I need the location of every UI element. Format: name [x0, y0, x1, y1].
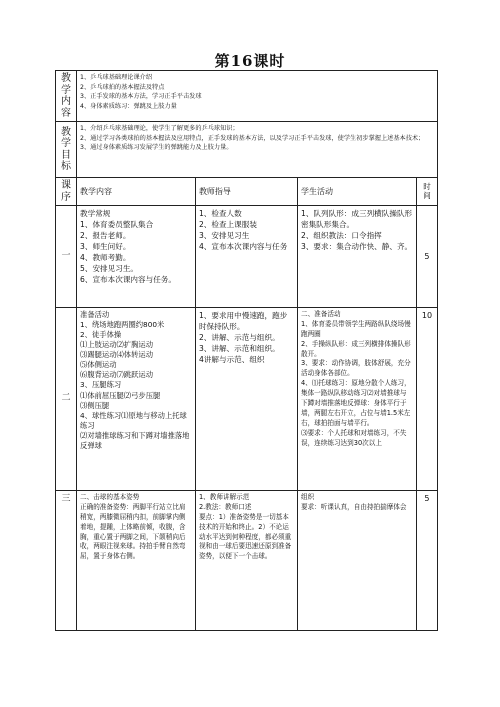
student-line: 1、队列队形：成三列横队操队形密集队形集合。: [301, 209, 413, 229]
content-line: ⑶侧压腿: [80, 400, 110, 410]
content-line: ⑴上肢运动⑵扩胸运动: [80, 340, 153, 350]
content-item: 2、乒乓球拍的基本握法及特点: [80, 83, 165, 91]
section-number: 三: [56, 491, 77, 631]
goal-label: 教学目标: [56, 122, 77, 178]
student-line: 2、手操纵队形：成三列横排体操队形散开。: [301, 339, 411, 358]
header-teacher: 教师指导: [195, 178, 297, 206]
goal-summary: [77, 122, 438, 178]
row-time: 5: [416, 206, 437, 308]
content-line: 正确的准备姿势：两脚平行站立比肩稍宽，两膝微屈稍内扣，前脚掌内侧着地，提踵，上体略前倾，收腹，含胸，重心置于两脚之间，下颌稍向后收，两眼注视来球。持拍手臂自然弯屈，置于身体右侧。: [80, 502, 186, 561]
section-number: 一: [56, 206, 77, 308]
content-line: 1、绕场地跑两圈约800米: [80, 320, 165, 330]
row-content: [77, 491, 196, 631]
content-line: 1、体育委员整队集合: [80, 220, 154, 229]
student-line: 3、要求：动作协调，肢体舒展，充分活动身体各部位。: [301, 359, 411, 378]
content-summary: [77, 71, 438, 122]
teacher-line: 1、教师讲解示范: [198, 493, 250, 501]
teacher-line: 要点：1）准备姿势是一切基本技术的开始和终止。2）不论运动水平达到何种程度，都必须重视和由一球后要迅速还原到准备姿势，以便下一个击球。: [198, 512, 292, 561]
row-student: [298, 206, 417, 308]
row-content: [77, 206, 196, 308]
goal-item: 1、介绍乒乓球基础理论，使学生了解更多的乒乓球知识；: [80, 125, 239, 132]
content-line: 准备活动: [80, 310, 110, 319]
row-teacher: [195, 206, 297, 308]
content-line: 二、击球的基本姿势: [80, 493, 140, 501]
table-header-row: [56, 178, 438, 206]
header-content: 教学内容: [77, 178, 196, 206]
header-time: 时间: [416, 178, 437, 206]
teacher-line: 2.教法：教师口述: [198, 502, 252, 511]
content-item: 4、身体素质练习：弹跳及上肢力量: [80, 102, 177, 110]
content-line: ⑵对墙推球练习和下蹲对墙推落地反弹球: [80, 430, 190, 450]
table-row: [56, 206, 438, 308]
content-line: 2、报告老师。: [80, 231, 131, 240]
goal-item: 2、通过学习各类球拍的基本握法及应用特点，正手发球的基本方法，以及学习正手平击发球，使学生初步掌握上述基本技术；: [80, 134, 425, 142]
content-line: ⑹腹背运动⑺跳跃运动: [80, 370, 153, 380]
teacher-line: 1、检查人数: [198, 209, 242, 218]
student-line: 2、组织教法：口令指挥: [301, 231, 382, 240]
content-label: 教学内容: [56, 71, 77, 122]
row-student: [298, 491, 417, 631]
row-time: 10: [416, 308, 437, 491]
content-line: 5、安排见习生。: [80, 264, 139, 273]
lesson-plan-table: [55, 70, 438, 631]
row-student: [298, 308, 417, 491]
content-line: 3、压腿练习: [80, 380, 122, 390]
student-line: ⑶要求：个人托球和对墙练习，不失误，连续练习达到30次以上: [301, 428, 407, 447]
content-line: 2、徒手体操: [80, 330, 122, 340]
table-row: [56, 491, 438, 631]
teacher-line: 1、要求用中慢速跑，跑步时保持队形。: [198, 311, 288, 331]
content-line: ⑶踢腿运动⑷体转运动: [80, 350, 153, 360]
row-time: 5: [416, 491, 437, 631]
table-row: [56, 308, 438, 491]
student-line: 二、准备活动: [301, 310, 341, 318]
content-item: 1、乒乓球基础理论课介绍: [80, 74, 153, 81]
teacher-line: 4、宣布本次课内容与任务: [198, 242, 288, 251]
student-line: 4、⑴托球练习：原地分散个人练习，集体一路纵队移动练习⑵对墙推球与下蹲对墙推落地反弹球：身体平行于墙，两腿左右开立，占位与墙1.5米左右，球拍拍面与墙平行。: [301, 379, 411, 427]
student-line: 组织: [301, 493, 315, 501]
teacher-line: 2、讲解、示范与组织。: [198, 333, 280, 342]
content-item: 3、正手发球的基本方法，学习正手平击发球: [80, 93, 202, 101]
header-student: 学生活动: [298, 178, 417, 206]
content-line: ⑴体前屈压腿⑵弓步压腿: [80, 390, 161, 400]
teacher-line: 2、检查上课服装: [198, 220, 257, 229]
page-title: 第16课时: [214, 52, 286, 70]
section-number: 二: [56, 308, 77, 491]
content-line: 教学常规: [80, 209, 111, 218]
header-order: 课序: [56, 178, 77, 206]
content-line: 4、教师考勤。: [80, 253, 131, 262]
teacher-line: 4讲解与示范、组织: [198, 355, 265, 364]
row-content: [77, 308, 196, 491]
content-line: 3、师生问好。: [80, 242, 131, 251]
teacher-line: 3、讲解、示范和组织。: [198, 344, 280, 353]
row-teacher: [195, 491, 297, 631]
content-line: 6、宣布本次课内容与任务。: [80, 275, 176, 284]
student-line: 3、要求：集合动作快、静、齐。: [301, 242, 413, 251]
student-line: 要求：听课认真，自由持拍揣摩体会: [301, 502, 407, 511]
goal-row: [56, 122, 438, 178]
content-line: ⑸体侧运动: [80, 360, 117, 370]
goal-item: 3、通过身体素质练习发展学生的弹跳能力及上肢力量。: [80, 144, 233, 152]
row-teacher: [195, 308, 297, 491]
teacher-line: 3、安排见习生: [198, 231, 250, 240]
content-summary-row: [56, 71, 438, 122]
content-line: 4、球性练习⑴原地与移动上托球练习: [80, 410, 187, 430]
student-line: 1、体育委员带领学生两路纵队绕场慢跑两圈: [301, 319, 411, 338]
